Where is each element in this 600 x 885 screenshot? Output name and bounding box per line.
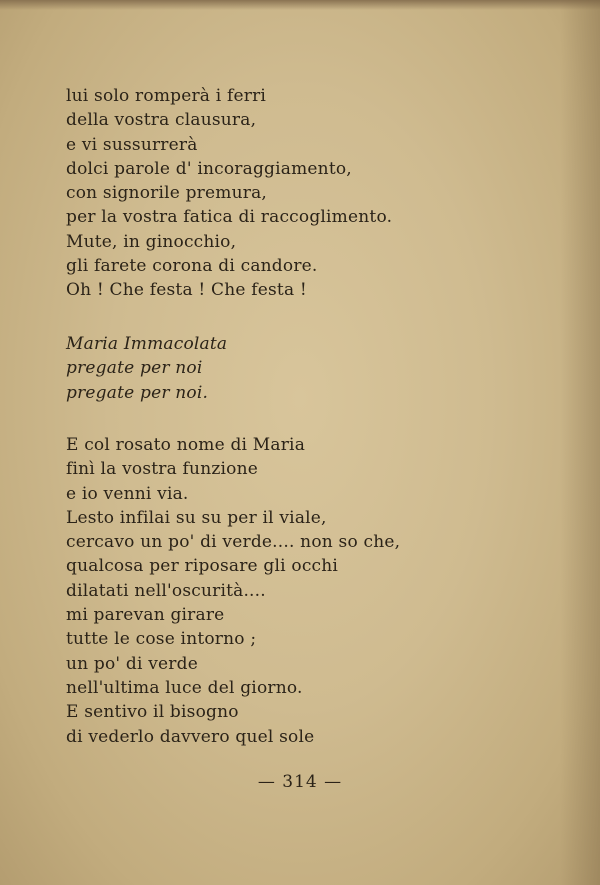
poem-line: pregate per noi xyxy=(66,358,203,379)
stanza-2-invocation xyxy=(66,332,227,405)
poem-line: gli farete corona di candore. xyxy=(66,256,318,277)
poem-line: cercavo un po' di verde.... non so che, xyxy=(66,532,401,553)
poem-line: mi parevan girare xyxy=(66,605,225,626)
poem-line: Maria Immacolata xyxy=(66,334,228,354)
poem-line: Oh ! Che festa ! Che festa ! xyxy=(66,280,307,301)
poem-line: nell'ultima luce del giorno. xyxy=(66,677,303,698)
poem-line: finì la vostra funzione xyxy=(66,459,258,480)
poem-line: della vostra clausura, xyxy=(66,110,257,131)
poem-line: dolci parole d' incoraggiamento, xyxy=(66,158,352,179)
poem-line: di vederlo davvero quel sole xyxy=(66,726,315,747)
page-number: — 314 — xyxy=(257,772,343,792)
poem-line: lui solo romperà i ferri xyxy=(66,86,267,106)
poem-line: per la vostra fatica di raccoglimento. xyxy=(66,207,393,228)
poem-line: qualcosa per riposare gli occhi xyxy=(66,556,339,577)
poem-line: Mute, in ginocchio, xyxy=(66,231,237,252)
poem-line: con signorile premura, xyxy=(66,183,268,204)
poem-line: E sentivo il bisogno xyxy=(66,702,239,723)
poem-line: Lesto infilai su su per il viale, xyxy=(66,507,327,528)
poem-line: e io venni via. xyxy=(66,483,189,504)
poem-line: e vi sussurrerà xyxy=(66,134,198,155)
poem-line: dilatati nell'oscurità.... xyxy=(66,580,266,601)
poem-line: pregate per noi. xyxy=(66,382,209,403)
poem-line: un po' di verde xyxy=(66,653,198,674)
poem-line: E col rosato nome di Maria xyxy=(66,435,306,455)
poem-line: tutte le cose intorno ; xyxy=(66,629,257,650)
stanza-3 xyxy=(66,433,400,749)
stanza-1 xyxy=(66,84,392,303)
